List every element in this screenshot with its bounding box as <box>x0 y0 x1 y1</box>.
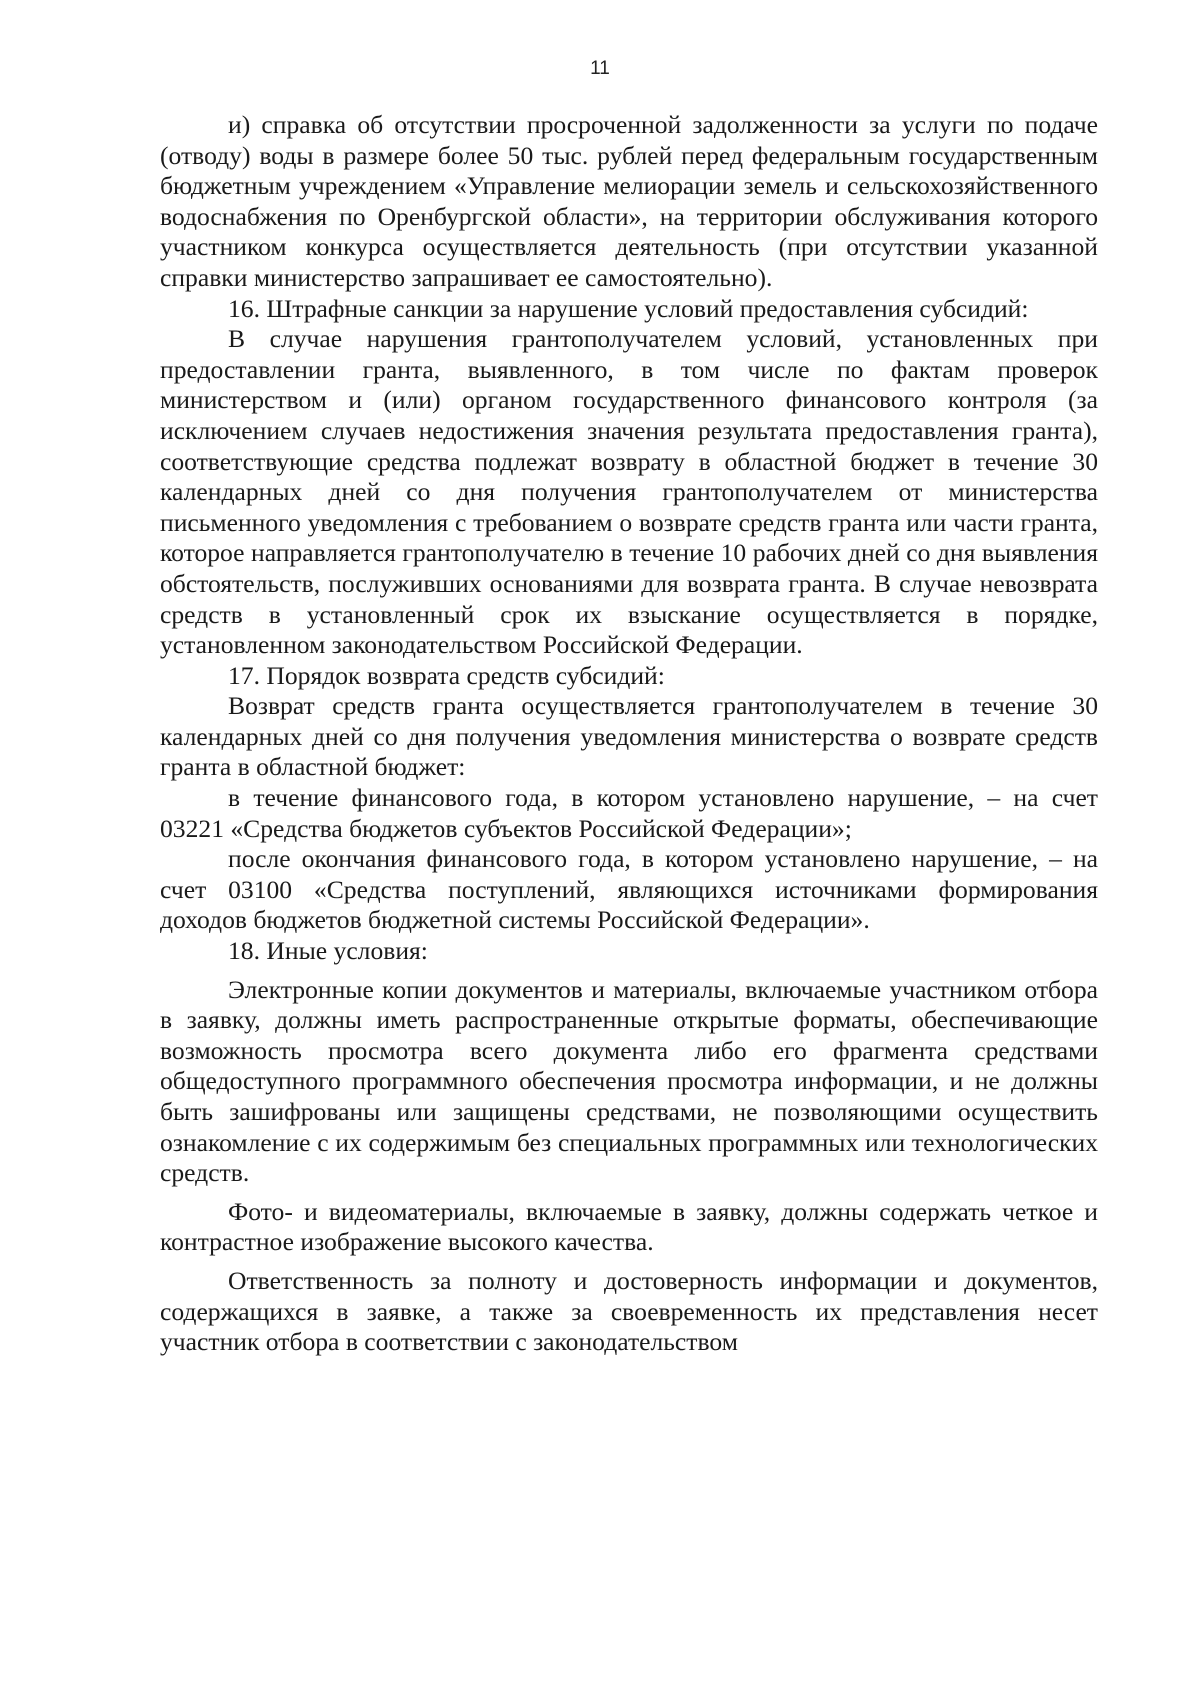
page-number: 11 <box>590 58 610 79</box>
paragraph-refund-current-year: в течение финансового года, в котором установлено нарушение, – на счет 03221 «Средства бюджетов субъектов Российской Федерации»; <box>160 783 1098 843</box>
paragraph-refund-after-year: после окончания финансового года, в котором установлено нарушение, – на счет 03100 «Средства поступлений, являющихся источниками формирования доходов бюджетов бюджетной системы Российской Федерации». <box>160 844 1098 935</box>
section-17-heading: 17. Порядок возврата средств субсидий: <box>228 660 665 690</box>
paragraph-photo-video: Фото- и видеоматериалы, включаемые в заявку, должны содержать четкое и контрастное изображение высокого качества. <box>160 1196 1098 1257</box>
document-body <box>160 110 1098 1358</box>
paragraph-refund-procedure: Возврат средств гранта осуществляется грантополучателем в течение 30 календарных дней со дня получения уведомления министерства о возврате средств гранта в областной бюджет: <box>160 691 1098 782</box>
paragraph-responsibility: Ответственность за полноту и достоверность информации и документов, содержащихся в заявке, а также за своевременность их представления несет участник отбора в соответствии с законодательством <box>160 1265 1098 1357</box>
section-18-heading: 18. Иные условия: <box>228 936 428 966</box>
paragraph-item-i-water-debt-certificate: и) справка об отсутствии просроченной задолженности за услуги по подаче (отводу) воды в размере более 50 тыс. рублей перед федеральным государственным бюджетным учреждением «Управление мелиорации земель и сельскохозяйственного водоснабжения по Оренбургской области», на территории обслуживания которого участником конкурса осуществляется деятельность (при отсутствии указанной справки министерство запрашивает ее самостоятельно). <box>160 110 1098 292</box>
paragraph-penalty-conditions: В случае нарушения грантополучателем условий, установленных при предоставлении гранта, выявленного, в том числе по фактам проверок министерством и (или) органом государственного финансового контроля (за исключением случаев недостижения значения результата предоставления гранта), соответствующие средства подлежат возврату в областной бюджет в течение 30 календарных дней со дня получения грантополучателем от министерства письменного уведомления с требованием о возврате средств гранта или части гранта, которое направляется грантополучателю в течение 10 рабочих дней со дня выявления обстоятельств, послуживших основаниями для возврата гранта. В случае невозврата средств в установленный срок их взыскание осуществляется в порядке, установленном законодательством Российской Федерации. <box>160 324 1098 660</box>
paragraph-electronic-copies: Электронные копии документов и материалы, включаемые участником отбора в заявку, должны иметь распространенные открытые форматы, обеспечивающие возможность просмотра всего документа либо его фрагмента средствами общедоступного программного обеспечения просмотра информации, и не должны быть зашифрованы или защищены средствами, не позволяющими осуществить ознакомление с их содержимым без специальных программных или технологических средств. <box>160 974 1098 1188</box>
section-16-heading: 16. Штрафные санкции за нарушение условий предоставления субсидий: <box>228 293 1029 323</box>
